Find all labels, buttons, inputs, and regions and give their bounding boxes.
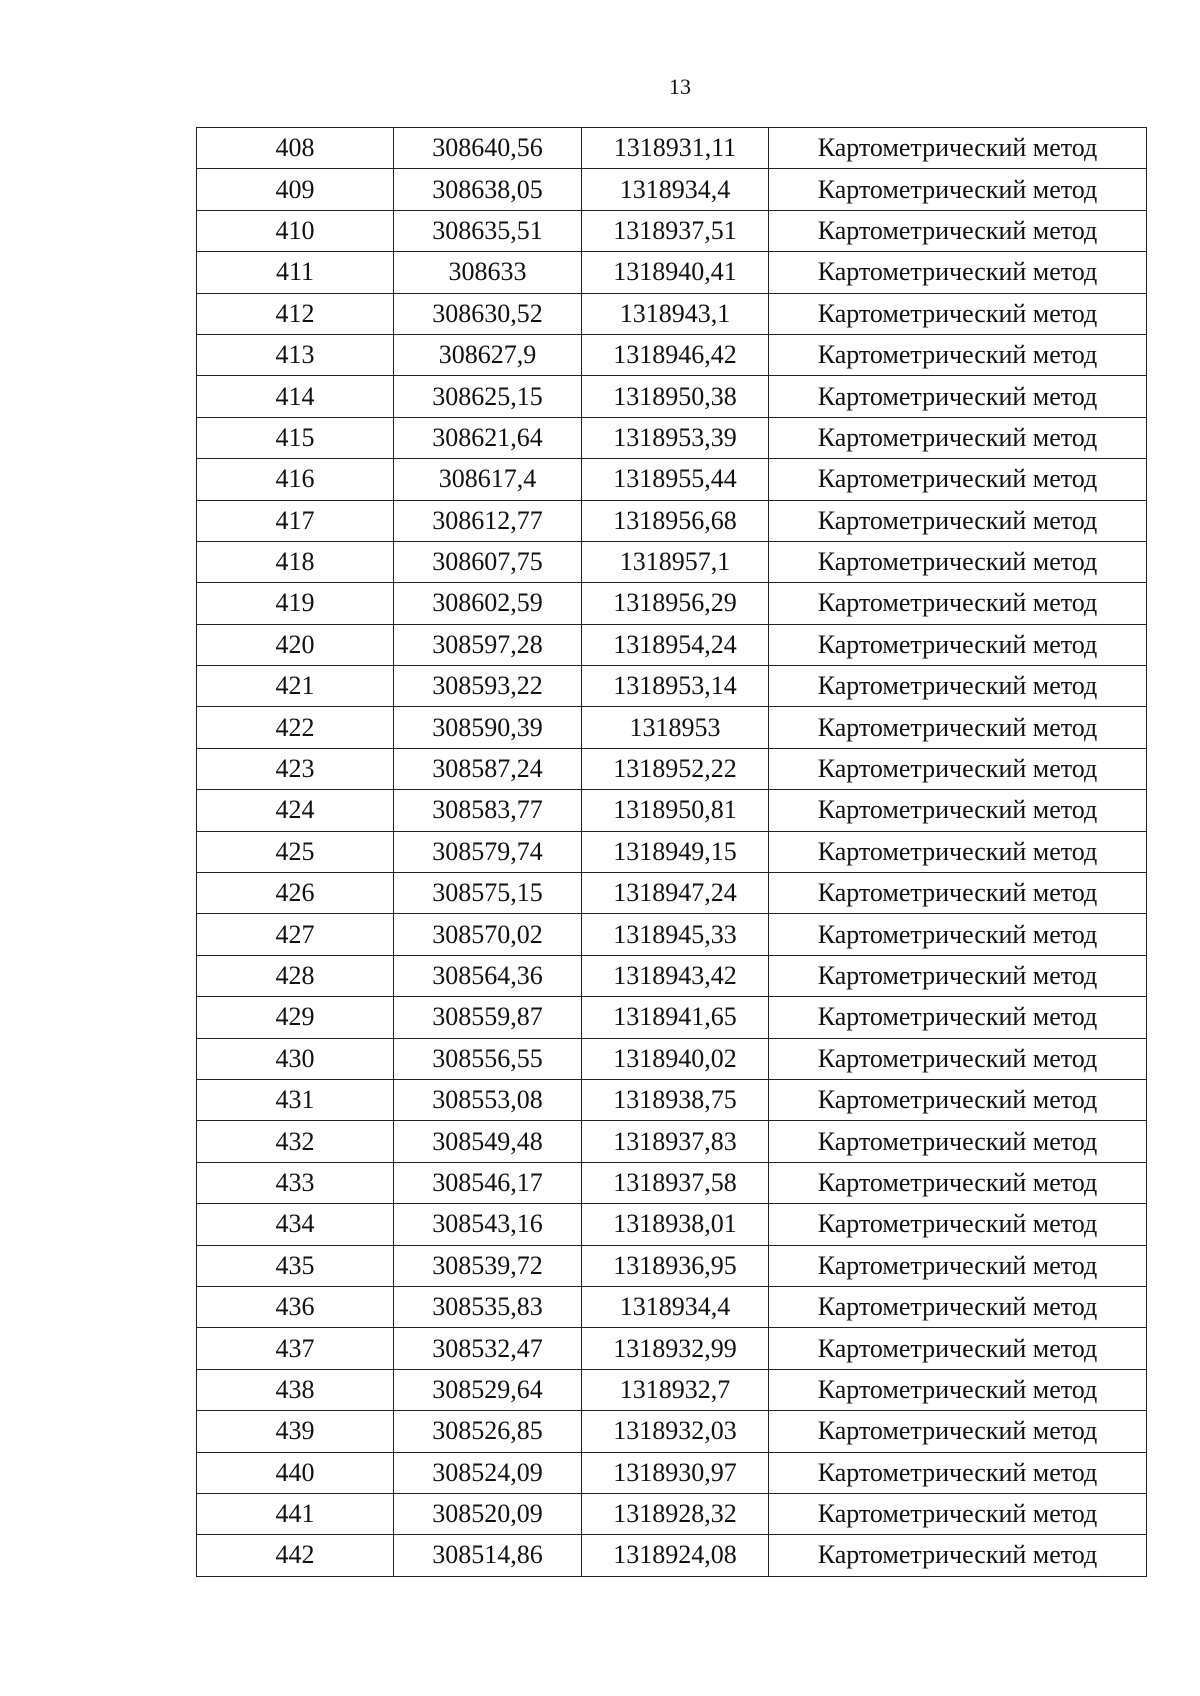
method-cell: Картометрический метод — [769, 169, 1147, 210]
point-number-cell: 439 — [197, 1411, 394, 1452]
method-cell: Картометрический метод — [769, 293, 1147, 334]
method-cell: Картометрический метод — [769, 1452, 1147, 1493]
y-coordinate-cell: 1318934,4 — [582, 1286, 769, 1327]
point-number-cell: 412 — [197, 293, 394, 334]
method-cell: Картометрический метод — [769, 1121, 1147, 1162]
table-row — [197, 500, 1147, 541]
y-coordinate-cell: 1318937,51 — [582, 210, 769, 251]
y-coordinate-cell: 1318945,33 — [582, 914, 769, 955]
x-coordinate-cell: 308583,77 — [394, 790, 582, 831]
point-number-cell: 427 — [197, 914, 394, 955]
x-coordinate-cell: 308635,51 — [394, 210, 582, 251]
y-coordinate-cell: 1318940,02 — [582, 1038, 769, 1079]
y-coordinate-cell: 1318953,39 — [582, 417, 769, 458]
method-cell: Картометрический метод — [769, 666, 1147, 707]
y-coordinate-cell: 1318943,42 — [582, 955, 769, 996]
method-cell: Картометрический метод — [769, 790, 1147, 831]
method-cell: Картометрический метод — [769, 1493, 1147, 1534]
y-coordinate-cell: 1318932,03 — [582, 1411, 769, 1452]
table-row — [197, 1286, 1147, 1327]
x-coordinate-cell: 308579,74 — [394, 831, 582, 872]
table-row — [197, 624, 1147, 665]
method-cell: Картометрический метод — [769, 417, 1147, 458]
x-coordinate-cell: 308532,47 — [394, 1328, 582, 1369]
y-coordinate-cell: 1318938,01 — [582, 1204, 769, 1245]
point-number-cell: 441 — [197, 1493, 394, 1534]
x-coordinate-cell: 308570,02 — [394, 914, 582, 955]
x-coordinate-cell: 308549,48 — [394, 1121, 582, 1162]
point-number-cell: 433 — [197, 1162, 394, 1203]
method-cell: Картометрический метод — [769, 376, 1147, 417]
y-coordinate-cell: 1318956,68 — [582, 500, 769, 541]
point-number-cell: 437 — [197, 1328, 394, 1369]
table-row — [197, 541, 1147, 582]
method-cell: Картометрический метод — [769, 334, 1147, 375]
table-row — [197, 583, 1147, 624]
table-row — [197, 1038, 1147, 1079]
x-coordinate-cell: 308633 — [394, 252, 582, 293]
x-coordinate-cell: 308564,36 — [394, 955, 582, 996]
x-coordinate-cell: 308559,87 — [394, 997, 582, 1038]
y-coordinate-cell: 1318931,11 — [582, 128, 769, 169]
page-number: 13 — [669, 74, 691, 99]
table-row — [197, 666, 1147, 707]
y-coordinate-cell: 1318932,99 — [582, 1328, 769, 1369]
x-coordinate-cell: 308602,59 — [394, 583, 582, 624]
method-cell: Картометрический метод — [769, 541, 1147, 582]
table-row — [197, 1162, 1147, 1203]
point-number-cell: 434 — [197, 1204, 394, 1245]
x-coordinate-cell: 308575,15 — [394, 873, 582, 914]
method-cell: Картометрический метод — [769, 1079, 1147, 1120]
y-coordinate-cell: 1318932,7 — [582, 1369, 769, 1410]
point-number-cell: 442 — [197, 1535, 394, 1576]
point-number-cell: 423 — [197, 748, 394, 789]
point-number-cell: 435 — [197, 1245, 394, 1286]
table-row — [197, 210, 1147, 251]
method-cell: Картометрический метод — [769, 459, 1147, 500]
x-coordinate-cell: 308524,09 — [394, 1452, 582, 1493]
point-number-cell: 409 — [197, 169, 394, 210]
table-row — [197, 334, 1147, 375]
method-cell: Картометрический метод — [769, 583, 1147, 624]
coordinates-table — [196, 127, 1147, 1577]
table-row — [197, 1493, 1147, 1534]
x-coordinate-cell: 308627,9 — [394, 334, 582, 375]
method-cell: Картометрический метод — [769, 1411, 1147, 1452]
point-number-cell: 429 — [197, 997, 394, 1038]
y-coordinate-cell: 1318956,29 — [582, 583, 769, 624]
point-number-cell: 416 — [197, 459, 394, 500]
table-row — [197, 1328, 1147, 1369]
method-cell: Картометрический метод — [769, 1245, 1147, 1286]
y-coordinate-cell: 1318936,95 — [582, 1245, 769, 1286]
x-coordinate-cell: 308539,72 — [394, 1245, 582, 1286]
y-coordinate-cell: 1318952,22 — [582, 748, 769, 789]
y-coordinate-cell: 1318924,08 — [582, 1535, 769, 1576]
x-coordinate-cell: 308587,24 — [394, 748, 582, 789]
x-coordinate-cell: 308546,17 — [394, 1162, 582, 1203]
x-coordinate-cell: 308612,77 — [394, 500, 582, 541]
x-coordinate-cell: 308535,83 — [394, 1286, 582, 1327]
y-coordinate-cell: 1318937,58 — [582, 1162, 769, 1203]
x-coordinate-cell: 308514,86 — [394, 1535, 582, 1576]
point-number-cell: 413 — [197, 334, 394, 375]
point-number-cell: 415 — [197, 417, 394, 458]
y-coordinate-cell: 1318943,1 — [582, 293, 769, 334]
y-coordinate-cell: 1318947,24 — [582, 873, 769, 914]
y-coordinate-cell: 1318930,97 — [582, 1452, 769, 1493]
y-coordinate-cell: 1318950,38 — [582, 376, 769, 417]
point-number-cell: 431 — [197, 1079, 394, 1120]
method-cell: Картометрический метод — [769, 873, 1147, 914]
point-number-cell: 426 — [197, 873, 394, 914]
point-number-cell: 428 — [197, 955, 394, 996]
y-coordinate-cell: 1318953 — [582, 707, 769, 748]
point-number-cell: 432 — [197, 1121, 394, 1162]
method-cell: Картометрический метод — [769, 1535, 1147, 1576]
method-cell: Картометрический метод — [769, 914, 1147, 955]
table-row — [197, 831, 1147, 872]
table-row — [197, 128, 1147, 169]
y-coordinate-cell: 1318938,75 — [582, 1079, 769, 1120]
method-cell: Картометрический метод — [769, 955, 1147, 996]
table-row — [197, 873, 1147, 914]
method-cell: Картометрический метод — [769, 1328, 1147, 1369]
table-row — [197, 252, 1147, 293]
table-row — [197, 169, 1147, 210]
x-coordinate-cell: 308526,85 — [394, 1411, 582, 1452]
method-cell: Картометрический метод — [769, 831, 1147, 872]
method-cell: Картометрический метод — [769, 210, 1147, 251]
method-cell: Картометрический метод — [769, 1038, 1147, 1079]
point-number-cell: 411 — [197, 252, 394, 293]
table-row — [197, 1245, 1147, 1286]
x-coordinate-cell: 308529,64 — [394, 1369, 582, 1410]
point-number-cell: 424 — [197, 790, 394, 831]
y-coordinate-cell: 1318940,41 — [582, 252, 769, 293]
y-coordinate-cell: 1318946,42 — [582, 334, 769, 375]
x-coordinate-cell: 308553,08 — [394, 1079, 582, 1120]
x-coordinate-cell: 308617,4 — [394, 459, 582, 500]
y-coordinate-cell: 1318937,83 — [582, 1121, 769, 1162]
table-row — [197, 293, 1147, 334]
point-number-cell: 418 — [197, 541, 394, 582]
point-number-cell: 425 — [197, 831, 394, 872]
x-coordinate-cell: 308621,64 — [394, 417, 582, 458]
method-cell: Картометрический метод — [769, 1204, 1147, 1245]
method-cell: Картометрический метод — [769, 748, 1147, 789]
table-row — [197, 1369, 1147, 1410]
point-number-cell: 408 — [197, 128, 394, 169]
x-coordinate-cell: 308607,75 — [394, 541, 582, 582]
y-coordinate-cell: 1318949,15 — [582, 831, 769, 872]
method-cell: Картометрический метод — [769, 1286, 1147, 1327]
table-row — [197, 1204, 1147, 1245]
table-row — [197, 707, 1147, 748]
point-number-cell: 422 — [197, 707, 394, 748]
table-row — [197, 955, 1147, 996]
y-coordinate-cell: 1318955,44 — [582, 459, 769, 500]
table-row — [197, 748, 1147, 789]
x-coordinate-cell: 308630,52 — [394, 293, 582, 334]
point-number-cell: 414 — [197, 376, 394, 417]
table-row — [197, 997, 1147, 1038]
table-row — [197, 1452, 1147, 1493]
x-coordinate-cell: 308543,16 — [394, 1204, 582, 1245]
y-coordinate-cell: 1318953,14 — [582, 666, 769, 707]
x-coordinate-cell: 308640,56 — [394, 128, 582, 169]
x-coordinate-cell: 308593,22 — [394, 666, 582, 707]
y-coordinate-cell: 1318928,32 — [582, 1493, 769, 1534]
method-cell: Картометрический метод — [769, 1369, 1147, 1410]
point-number-cell: 436 — [197, 1286, 394, 1327]
table-row — [197, 417, 1147, 458]
y-coordinate-cell: 1318950,81 — [582, 790, 769, 831]
y-coordinate-cell: 1318954,24 — [582, 624, 769, 665]
table-row — [197, 459, 1147, 500]
method-cell: Картометрический метод — [769, 500, 1147, 541]
point-number-cell: 420 — [197, 624, 394, 665]
y-coordinate-cell: 1318934,4 — [582, 169, 769, 210]
x-coordinate-cell: 308520,09 — [394, 1493, 582, 1534]
method-cell: Картометрический метод — [769, 707, 1147, 748]
method-cell: Картометрический метод — [769, 624, 1147, 665]
point-number-cell: 410 — [197, 210, 394, 251]
table-row — [197, 1121, 1147, 1162]
table-row — [197, 1079, 1147, 1120]
point-number-cell: 438 — [197, 1369, 394, 1410]
table-row — [197, 790, 1147, 831]
point-number-cell: 430 — [197, 1038, 394, 1079]
y-coordinate-cell: 1318941,65 — [582, 997, 769, 1038]
point-number-cell: 419 — [197, 583, 394, 624]
y-coordinate-cell: 1318957,1 — [582, 541, 769, 582]
point-number-cell: 417 — [197, 500, 394, 541]
table-row — [197, 376, 1147, 417]
point-number-cell: 421 — [197, 666, 394, 707]
x-coordinate-cell: 308625,15 — [394, 376, 582, 417]
x-coordinate-cell: 308597,28 — [394, 624, 582, 665]
x-coordinate-cell: 308638,05 — [394, 169, 582, 210]
method-cell: Картометрический метод — [769, 1162, 1147, 1203]
table-row — [197, 914, 1147, 955]
coordinates-table-body — [197, 128, 1147, 1577]
method-cell: Картометрический метод — [769, 252, 1147, 293]
x-coordinate-cell: 308590,39 — [394, 707, 582, 748]
method-cell: Картометрический метод — [769, 997, 1147, 1038]
table-row — [197, 1535, 1147, 1576]
table-row — [197, 1411, 1147, 1452]
method-cell: Картометрический метод — [769, 128, 1147, 169]
point-number-cell: 440 — [197, 1452, 394, 1493]
x-coordinate-cell: 308556,55 — [394, 1038, 582, 1079]
